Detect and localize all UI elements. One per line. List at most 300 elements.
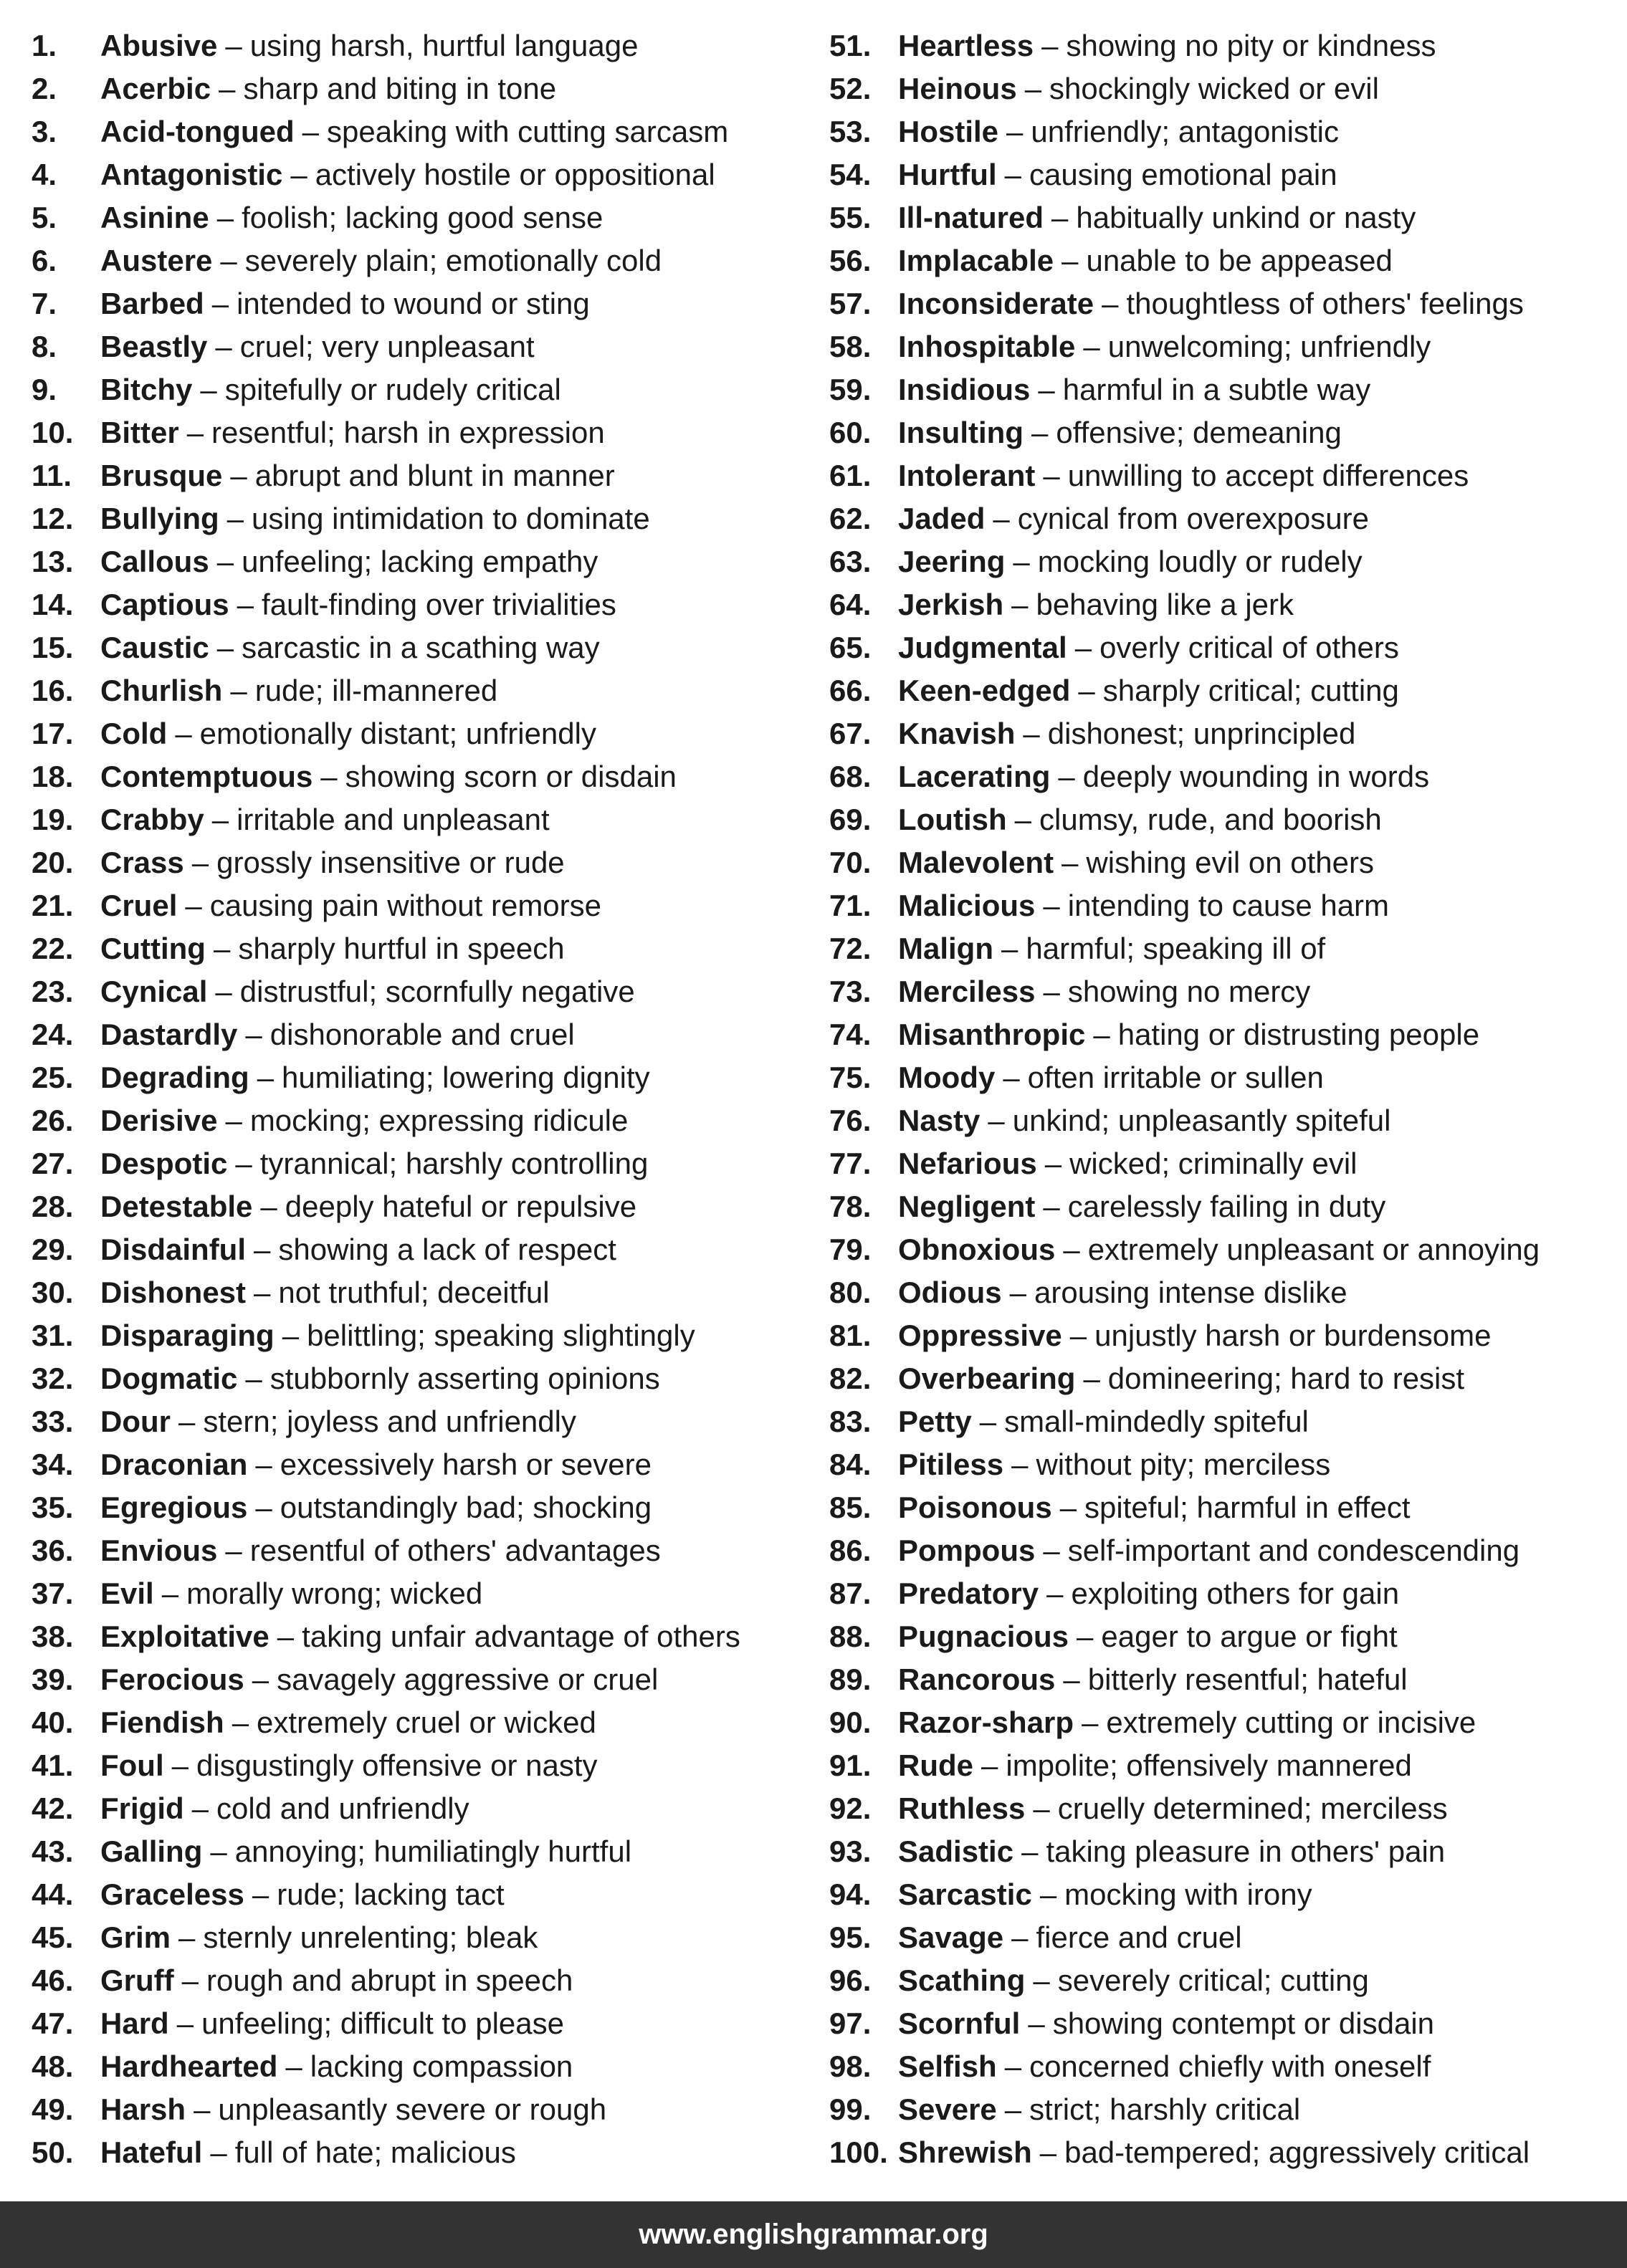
item-number: 75.: [829, 1061, 872, 1094]
list-item: [829, 282, 1603, 325]
item-word: Heartless: [898, 29, 1034, 62]
item-separator: –: [1074, 631, 1092, 664]
item-word: Sadistic: [898, 1834, 1014, 1868]
item-word: Negligent: [898, 1190, 1036, 1223]
item-word: Implacable: [898, 244, 1054, 277]
item-word: Hard: [100, 2006, 169, 2040]
item-definition: mocking loudly or rudely: [1037, 545, 1363, 578]
list-item: [829, 2045, 1603, 2088]
item-definition: showing a lack of respect: [278, 1233, 616, 1266]
list-item: [32, 1271, 791, 1314]
list-item: [32, 1572, 791, 1615]
list-item: [829, 1787, 1603, 1830]
item-separator: –: [235, 1147, 252, 1180]
item-word: Dishonest: [100, 1276, 247, 1309]
item-word: Ferocious: [100, 1662, 244, 1696]
item-number: 69.: [829, 803, 872, 836]
item-word: Cold: [100, 717, 168, 750]
list-item: [32, 970, 791, 1013]
item-separator: –: [216, 201, 234, 234]
item-number: 32.: [32, 1362, 74, 1395]
item-word: Captious: [100, 588, 229, 621]
item-number: 60.: [829, 416, 872, 449]
item-definition: dishonest; unprincipled: [1047, 717, 1356, 750]
item-number: 79.: [829, 1233, 872, 1266]
item-number: 38.: [32, 1619, 74, 1653]
item-separator: –: [1043, 459, 1060, 492]
item-definition: fierce and cruel: [1036, 1920, 1242, 1954]
item-separator: –: [302, 115, 319, 148]
item-word: Lacerating: [898, 760, 1051, 793]
list-item: [32, 1185, 791, 1228]
item-separator: –: [232, 1705, 249, 1739]
item-number: 50.: [32, 2135, 74, 2169]
item-definition: taking unfair advantage of others: [302, 1619, 740, 1653]
item-number: 12.: [32, 502, 74, 535]
item-word: Razor-sharp: [898, 1705, 1074, 1739]
list-item: [32, 153, 791, 196]
item-number: 34.: [32, 1448, 74, 1481]
list-item: [829, 669, 1603, 712]
item-separator: –: [981, 1748, 998, 1782]
item-separator: –: [210, 2135, 227, 2169]
item-separator: –: [216, 545, 234, 578]
item-separator: –: [194, 2092, 211, 2126]
item-number: 80.: [829, 1276, 872, 1309]
item-number: 23.: [32, 975, 74, 1008]
item-word: Inhospitable: [898, 330, 1076, 363]
item-word: Overbearing: [898, 1362, 1076, 1395]
item-number: 88.: [829, 1619, 872, 1653]
item-word: Dastardly: [100, 1018, 238, 1051]
item-definition: intended to wound or sting: [237, 287, 590, 320]
list-item: [32, 1314, 791, 1357]
item-definition: unwelcoming; unfriendly: [1107, 330, 1431, 363]
item-number: 19.: [32, 803, 74, 836]
item-separator: –: [175, 717, 192, 750]
item-number: 71.: [829, 889, 872, 922]
item-definition: harmful; speaking ill of: [1026, 932, 1326, 965]
item-definition: deeply wounding in words: [1082, 760, 1430, 793]
item-word: Abusive: [100, 29, 218, 62]
item-number: 66.: [829, 674, 872, 707]
list-item: [32, 2131, 791, 2174]
item-word: Scathing: [898, 1963, 1026, 1997]
item-word: Jaded: [898, 502, 986, 535]
item-word: Cutting: [100, 932, 206, 965]
list-item: [829, 196, 1603, 239]
item-separator: –: [979, 1405, 997, 1438]
item-word: Asinine: [100, 201, 209, 234]
item-word: Crabby: [100, 803, 204, 836]
list-item: [829, 2088, 1603, 2131]
list-item: [32, 1228, 791, 1271]
list-item: [32, 1400, 791, 1443]
item-definition: speaking with cutting sarcasm: [326, 115, 729, 148]
item-word: Judgmental: [898, 631, 1067, 664]
list-item: [829, 798, 1603, 841]
item-word: Obnoxious: [898, 1233, 1056, 1266]
item-definition: foolish; lacking good sense: [242, 201, 603, 234]
list-item: [32, 927, 791, 970]
list-item: [829, 454, 1603, 497]
item-word: Hateful: [100, 2135, 203, 2169]
item-number: 62.: [829, 502, 872, 535]
item-number: 39.: [32, 1662, 74, 1696]
item-word: Exploitative: [100, 1619, 269, 1653]
item-separator: –: [1061, 244, 1079, 277]
item-definition: unpleasantly severe or rough: [218, 2092, 607, 2126]
item-number: 57.: [829, 287, 872, 320]
item-word: Pugnacious: [898, 1619, 1069, 1653]
list-item: [829, 2002, 1603, 2045]
item-separator: –: [1051, 201, 1069, 234]
item-number: 56.: [829, 244, 872, 277]
item-separator: –: [185, 889, 202, 922]
item-definition: eager to argue or fight: [1101, 1619, 1398, 1653]
item-separator: –: [1021, 1834, 1039, 1868]
item-word: Inconsiderate: [898, 287, 1094, 320]
list-item: [32, 282, 791, 325]
item-separator: –: [200, 373, 217, 406]
item-separator: –: [226, 502, 244, 535]
list-item: [32, 1615, 791, 1658]
item-separator: –: [220, 244, 237, 277]
list-item: [32, 1142, 791, 1185]
list-item: [829, 1916, 1603, 1959]
item-separator: –: [1004, 2049, 1022, 2083]
list-item: [829, 1830, 1603, 1873]
item-definition: rude; ill-mannered: [254, 674, 498, 707]
item-word: Heinous: [898, 72, 1017, 105]
item-number: 90.: [829, 1705, 872, 1739]
item-separator: –: [1102, 287, 1119, 320]
list-item: [32, 2045, 791, 2088]
item-separator: –: [1039, 2135, 1057, 2169]
item-word: Jeering: [898, 545, 1006, 578]
item-word: Austere: [100, 244, 213, 277]
item-separator: –: [277, 1619, 295, 1653]
list-item: [32, 110, 791, 153]
list-item: [32, 755, 791, 798]
item-word: Sarcastic: [898, 1877, 1032, 1911]
item-separator: –: [254, 1233, 271, 1266]
list-item: [32, 1056, 791, 1099]
item-number: 73.: [829, 975, 872, 1008]
item-word: Pitiless: [898, 1448, 1004, 1481]
item-separator: –: [178, 1920, 196, 1954]
item-number: 53.: [829, 115, 872, 148]
item-definition: sharply critical; cutting: [1102, 674, 1399, 707]
item-number: 54.: [829, 158, 872, 191]
item-word: Intolerant: [898, 459, 1036, 492]
item-separator: –: [255, 1448, 272, 1481]
item-word: Detestable: [100, 1190, 253, 1223]
item-number: 41.: [32, 1748, 74, 1782]
item-definition: using harsh, hurtful language: [249, 29, 639, 62]
item-word: Rude: [898, 1748, 973, 1782]
item-separator: –: [1001, 932, 1018, 965]
item-separator: –: [178, 1405, 196, 1438]
item-definition: lacking compassion: [310, 2049, 573, 2083]
list-item: [829, 540, 1603, 583]
list-item: [32, 1744, 791, 1787]
item-definition: stern; joyless and unfriendly: [203, 1405, 576, 1438]
item-word: Cruel: [100, 889, 178, 922]
item-definition: unfeeling; lacking empathy: [242, 545, 598, 578]
item-definition: causing emotional pain: [1029, 158, 1337, 191]
item-number: 74.: [829, 1018, 872, 1051]
item-word: Nasty: [898, 1104, 981, 1137]
item-word: Galling: [100, 1834, 203, 1868]
item-definition: savagely aggressive or cruel: [277, 1662, 659, 1696]
item-word: Hostile: [898, 115, 999, 148]
list-item: [829, 110, 1603, 153]
item-separator: –: [1009, 1276, 1027, 1309]
item-number: 42.: [32, 1791, 74, 1825]
list-item: [829, 1314, 1603, 1357]
list-item: [829, 411, 1603, 454]
item-number: 48.: [32, 2049, 74, 2083]
item-definition: offensive; demeaning: [1056, 416, 1342, 449]
list-item: [829, 325, 1603, 368]
item-definition: impolite; offensively mannered: [1006, 1748, 1412, 1782]
item-separator: –: [230, 459, 247, 492]
list-item: [829, 1658, 1603, 1701]
item-number: 55.: [829, 201, 872, 234]
item-separator: –: [245, 1362, 262, 1395]
item-separator: –: [282, 1319, 300, 1352]
item-separator: –: [1023, 717, 1040, 750]
item-definition: sharp and biting in tone: [243, 72, 557, 105]
item-definition: strict; harshly critical: [1029, 2092, 1301, 2126]
item-separator: –: [1078, 674, 1095, 707]
item-separator: –: [171, 1748, 189, 1782]
list-item: [32, 24, 791, 67]
item-separator: –: [1043, 889, 1060, 922]
item-number: 8.: [32, 330, 57, 363]
list-item: [829, 1013, 1603, 1056]
item-definition: wicked; criminally evil: [1069, 1147, 1358, 1180]
list-item: [829, 884, 1603, 927]
item-definition: bad-tempered; aggressively critical: [1064, 2135, 1530, 2169]
item-word: Insulting: [898, 416, 1024, 449]
item-word: Scornful: [898, 2006, 1021, 2040]
list-item: [829, 1400, 1603, 1443]
item-number: 89.: [829, 1662, 872, 1696]
item-number: 24.: [32, 1018, 74, 1051]
item-separator: –: [255, 1491, 272, 1524]
list-item: [829, 1185, 1603, 1228]
item-definition: dishonorable and cruel: [269, 1018, 575, 1051]
item-definition: small-mindedly spiteful: [1004, 1405, 1309, 1438]
list-item: [32, 67, 791, 110]
list-item: [32, 1099, 791, 1142]
item-number: 26.: [32, 1104, 74, 1137]
item-separator: –: [993, 502, 1010, 535]
list-item: [32, 1701, 791, 1744]
item-definition: extremely unpleasant or annoying: [1087, 1233, 1540, 1266]
item-number: 85.: [829, 1491, 872, 1524]
item-separator: –: [260, 1190, 277, 1223]
list-item: [829, 1529, 1603, 1572]
right-column: [829, 24, 1603, 2174]
item-word: Bitter: [100, 416, 179, 449]
item-definition: severely critical; cutting: [1057, 1963, 1369, 1997]
item-definition: extremely cutting or incisive: [1106, 1705, 1476, 1739]
item-separator: –: [252, 1877, 269, 1911]
list-item: [32, 497, 791, 540]
item-separator: –: [230, 674, 247, 707]
item-definition: habitually unkind or nasty: [1076, 201, 1416, 234]
item-word: Disparaging: [100, 1319, 275, 1352]
list-item: [32, 1787, 791, 1830]
footer-bar: [0, 2201, 1627, 2268]
list-item: [32, 669, 791, 712]
item-definition: bitterly resentful; hateful: [1087, 1662, 1408, 1696]
item-word: Beastly: [100, 330, 208, 363]
item-definition: unfeeling; difficult to please: [201, 2006, 564, 2040]
item-number: 100.: [829, 2135, 888, 2169]
item-number: 98.: [829, 2049, 872, 2083]
item-definition: not truthful; deceitful: [278, 1276, 550, 1309]
item-definition: belittling; speaking slightingly: [307, 1319, 695, 1352]
item-word: Foul: [100, 1748, 164, 1782]
item-number: 82.: [829, 1362, 872, 1395]
item-word: Jerkish: [898, 588, 1004, 621]
item-definition: unwilling to accept differences: [1067, 459, 1469, 492]
item-number: 87.: [829, 1576, 872, 1610]
item-number: 21.: [32, 889, 74, 922]
list-item: [829, 1615, 1603, 1658]
item-separator: –: [1058, 760, 1075, 793]
item-word: Pompous: [898, 1533, 1036, 1567]
item-number: 17.: [32, 717, 74, 750]
item-number: 67.: [829, 717, 872, 750]
item-number: 51.: [829, 29, 872, 62]
item-number: 46.: [32, 1963, 74, 1997]
item-definition: sarcastic in a scathing way: [242, 631, 600, 664]
item-separator: –: [225, 1104, 242, 1137]
list-item: [32, 1529, 791, 1572]
item-word: Cynical: [100, 975, 208, 1008]
item-definition: grossly insensitive or rude: [216, 846, 565, 879]
item-separator: –: [213, 932, 231, 965]
item-number: 78.: [829, 1190, 872, 1223]
item-number: 10.: [32, 416, 74, 449]
item-number: 58.: [829, 330, 872, 363]
item-number: 35.: [32, 1491, 74, 1524]
item-word: Evil: [100, 1576, 154, 1610]
item-separator: –: [1093, 1018, 1110, 1051]
item-separator: –: [1004, 158, 1021, 191]
item-word: Misanthropic: [898, 1018, 1086, 1051]
item-definition: showing scorn or disdain: [345, 760, 677, 793]
item-separator: –: [988, 1104, 1005, 1137]
item-separator: –: [1083, 1362, 1100, 1395]
list-item: [829, 583, 1603, 626]
item-separator: –: [211, 803, 229, 836]
item-number: 16.: [32, 674, 74, 707]
item-separator: –: [1028, 2006, 1045, 2040]
item-number: 45.: [32, 1920, 74, 1954]
item-number: 43.: [32, 1834, 74, 1868]
left-column: [32, 24, 791, 2174]
item-definition: showing no mercy: [1067, 975, 1311, 1008]
item-definition: concerned chiefly with oneself: [1029, 2049, 1431, 2083]
item-number: 59.: [829, 373, 872, 406]
item-separator: –: [181, 1963, 199, 1997]
list-item: [32, 2002, 791, 2045]
item-separator: –: [211, 287, 229, 320]
list-item: [829, 841, 1603, 884]
item-definition: abrupt and blunt in manner: [254, 459, 615, 492]
item-definition: outstandingly bad; shocking: [280, 1491, 652, 1524]
list-item: [829, 497, 1603, 540]
item-number: 94.: [829, 1877, 872, 1911]
item-separator: –: [191, 846, 209, 879]
item-word: Barbed: [100, 287, 204, 320]
item-definition: cynical from overexposure: [1017, 502, 1369, 535]
item-separator: –: [1033, 1963, 1050, 1997]
item-word: Crass: [100, 846, 184, 879]
item-definition: harmful in a subtle way: [1062, 373, 1371, 406]
item-separator: –: [1061, 846, 1079, 879]
item-word: Nefarious: [898, 1147, 1037, 1180]
list-item: [32, 841, 791, 884]
item-word: Envious: [100, 1533, 218, 1567]
item-word: Churlish: [100, 674, 223, 707]
item-definition: showing no pity or kindness: [1066, 29, 1436, 62]
item-word: Savage: [898, 1920, 1004, 1954]
item-number: 18.: [32, 760, 74, 793]
item-separator: –: [1024, 72, 1042, 105]
list-item: [829, 1142, 1603, 1185]
item-number: 95.: [829, 1920, 872, 1954]
item-number: 36.: [32, 1533, 74, 1567]
item-definition: arousing intense dislike: [1034, 1276, 1347, 1309]
list-item: [32, 1443, 791, 1486]
item-number: 63.: [829, 545, 872, 578]
item-number: 61.: [829, 459, 872, 492]
item-number: 68.: [829, 760, 872, 793]
item-definition: annoying; humiliatingly hurtful: [234, 1834, 632, 1868]
item-word: Acid-tongued: [100, 115, 295, 148]
item-separator: –: [1041, 29, 1059, 62]
item-definition: morally wrong; wicked: [186, 1576, 483, 1610]
item-word: Merciless: [898, 975, 1036, 1008]
item-number: 97.: [829, 2006, 872, 2040]
item-definition: irritable and unpleasant: [237, 803, 550, 836]
list-item: [829, 712, 1603, 755]
list-item: [829, 1271, 1603, 1314]
item-separator: –: [225, 1533, 242, 1567]
item-definition: unjustly harsh or burdensome: [1094, 1319, 1492, 1352]
list-item: [32, 368, 791, 411]
item-number: 81.: [829, 1319, 872, 1352]
list-item: [32, 798, 791, 841]
item-separator: –: [191, 1791, 209, 1825]
item-separator: –: [1083, 330, 1100, 363]
item-definition: taking pleasure in others' pain: [1046, 1834, 1446, 1868]
list-item: [32, 1959, 791, 2002]
item-number: 3.: [32, 115, 57, 148]
item-word: Despotic: [100, 1147, 228, 1180]
item-word: Antagonistic: [100, 158, 283, 191]
item-number: 44.: [32, 1877, 74, 1911]
item-definition: thoughtless of others' feelings: [1126, 287, 1524, 320]
list-item: [32, 1013, 791, 1056]
